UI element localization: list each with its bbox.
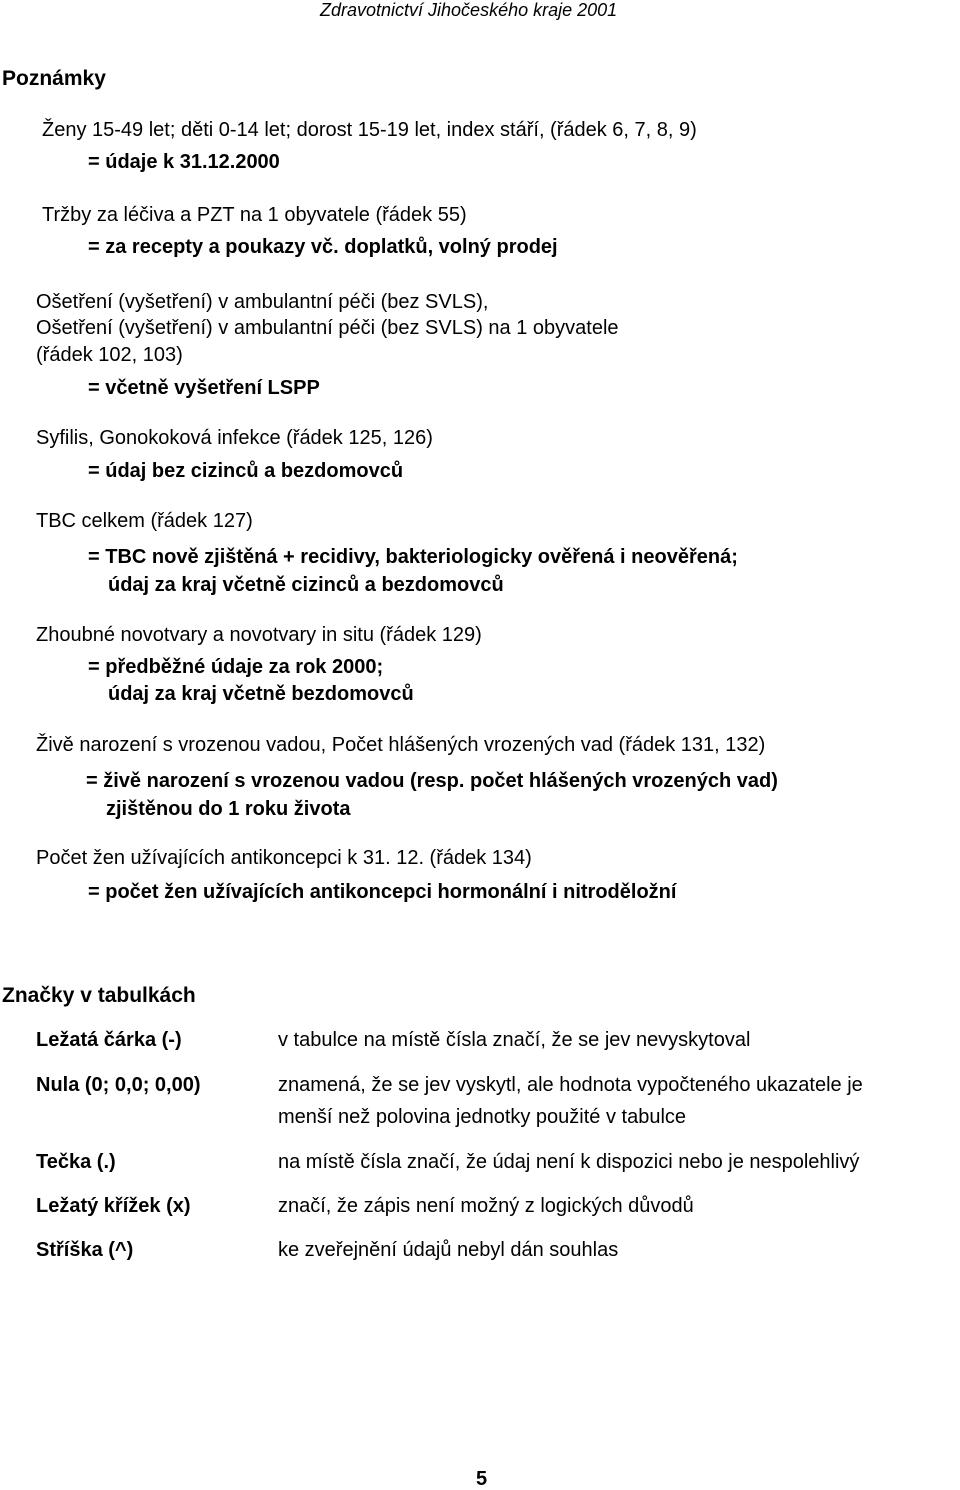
note-line: = počet žen užívajících antikoncepci hormonální i nitroděložní <box>88 881 677 903</box>
note-line: Ošetření (vyšetření) v ambulantní péči (bez SVLS), <box>36 291 489 313</box>
note-line: údaj za kraj včetně cizinců a bezdomovců <box>108 574 504 596</box>
symbol-meaning: znamená, že se jev vyskytl, ale hodnota vypočteného ukazatele je <box>278 1074 863 1096</box>
symbol-name: Stříška (^) <box>36 1239 134 1261</box>
symbol-name: Ležatý křížek (x) <box>36 1195 191 1217</box>
symbol-meaning: v tabulce na místě čísla značí, že se jev nevyskytoval <box>278 1029 751 1051</box>
symbol-meaning: ke zveřejnění údajů nebyl dán souhlas <box>278 1239 619 1261</box>
note-line: (řádek 102, 103) <box>36 344 183 366</box>
symbol-name: Tečka (.) <box>36 1151 116 1173</box>
page-number: 5 <box>476 1468 488 1490</box>
note-line: údaj za kraj včetně bezdomovců <box>108 683 414 705</box>
note-line: = údaje k 31.12.2000 <box>88 151 280 173</box>
note-line: = údaj bez cizinců a bezdomovců <box>88 460 404 482</box>
note-line: Ošetření (vyšetření) v ambulantní péči (bez SVLS) na 1 obyvatele <box>36 317 619 339</box>
note-line: Tržby za léčiva a PZT na 1 obyvatele (řádek 55) <box>42 204 467 226</box>
note-line: = předběžné údaje za rok 2000; <box>88 656 384 678</box>
page-header-title: Zdravotnictví Jihočeského kraje 2001 <box>320 0 618 20</box>
note-line: Počet žen užívajících antikoncepci k 31. 12. (řádek 134) <box>36 847 532 869</box>
symbol-meaning: značí, že zápis není možný z logických důvodů <box>278 1195 694 1217</box>
symbol-meaning: menší než polovina jednotky použité v tabulce <box>278 1106 687 1128</box>
note-line: TBC celkem (řádek 127) <box>36 510 253 532</box>
notes-title: Poznámky <box>2 67 106 90</box>
symbol-name: Ležatá čárka (-) <box>36 1029 182 1051</box>
note-line: Ženy 15-49 let; děti 0-14 let; dorost 15-19 let, index stáří, (řádek 6, 7, 8, 9) <box>42 119 697 141</box>
note-line: Syfilis, Gonokoková infekce (řádek 125, 126) <box>36 427 433 449</box>
symbol-meaning: na místě čísla značí, že údaj není k dispozici nebo je nespolehlivý <box>278 1151 860 1173</box>
note-line: = TBC nově zjištěná + recidivy, bakteriologicky ověřená i neověřená; <box>88 546 738 568</box>
note-line: zjištěnou do 1 roku života <box>106 798 351 820</box>
note-line: = živě narození s vrozenou vadou (resp. počet hlášených vrozených vad) <box>86 770 778 792</box>
note-line: = včetně vyšetření LSPP <box>88 377 320 399</box>
note-line: Zhoubné novotvary a novotvary in situ (řádek 129) <box>36 624 482 646</box>
note-line: = za recepty a poukazy vč. doplatků, volný prodej <box>88 236 558 258</box>
note-line: Živě narození s vrozenou vadou, Počet hlášených vrozených vad (řádek 131, 132) <box>36 734 766 756</box>
symbols-title: Značky v tabulkách <box>2 984 196 1007</box>
symbol-name: Nula (0; 0,0; 0,00) <box>36 1074 201 1096</box>
